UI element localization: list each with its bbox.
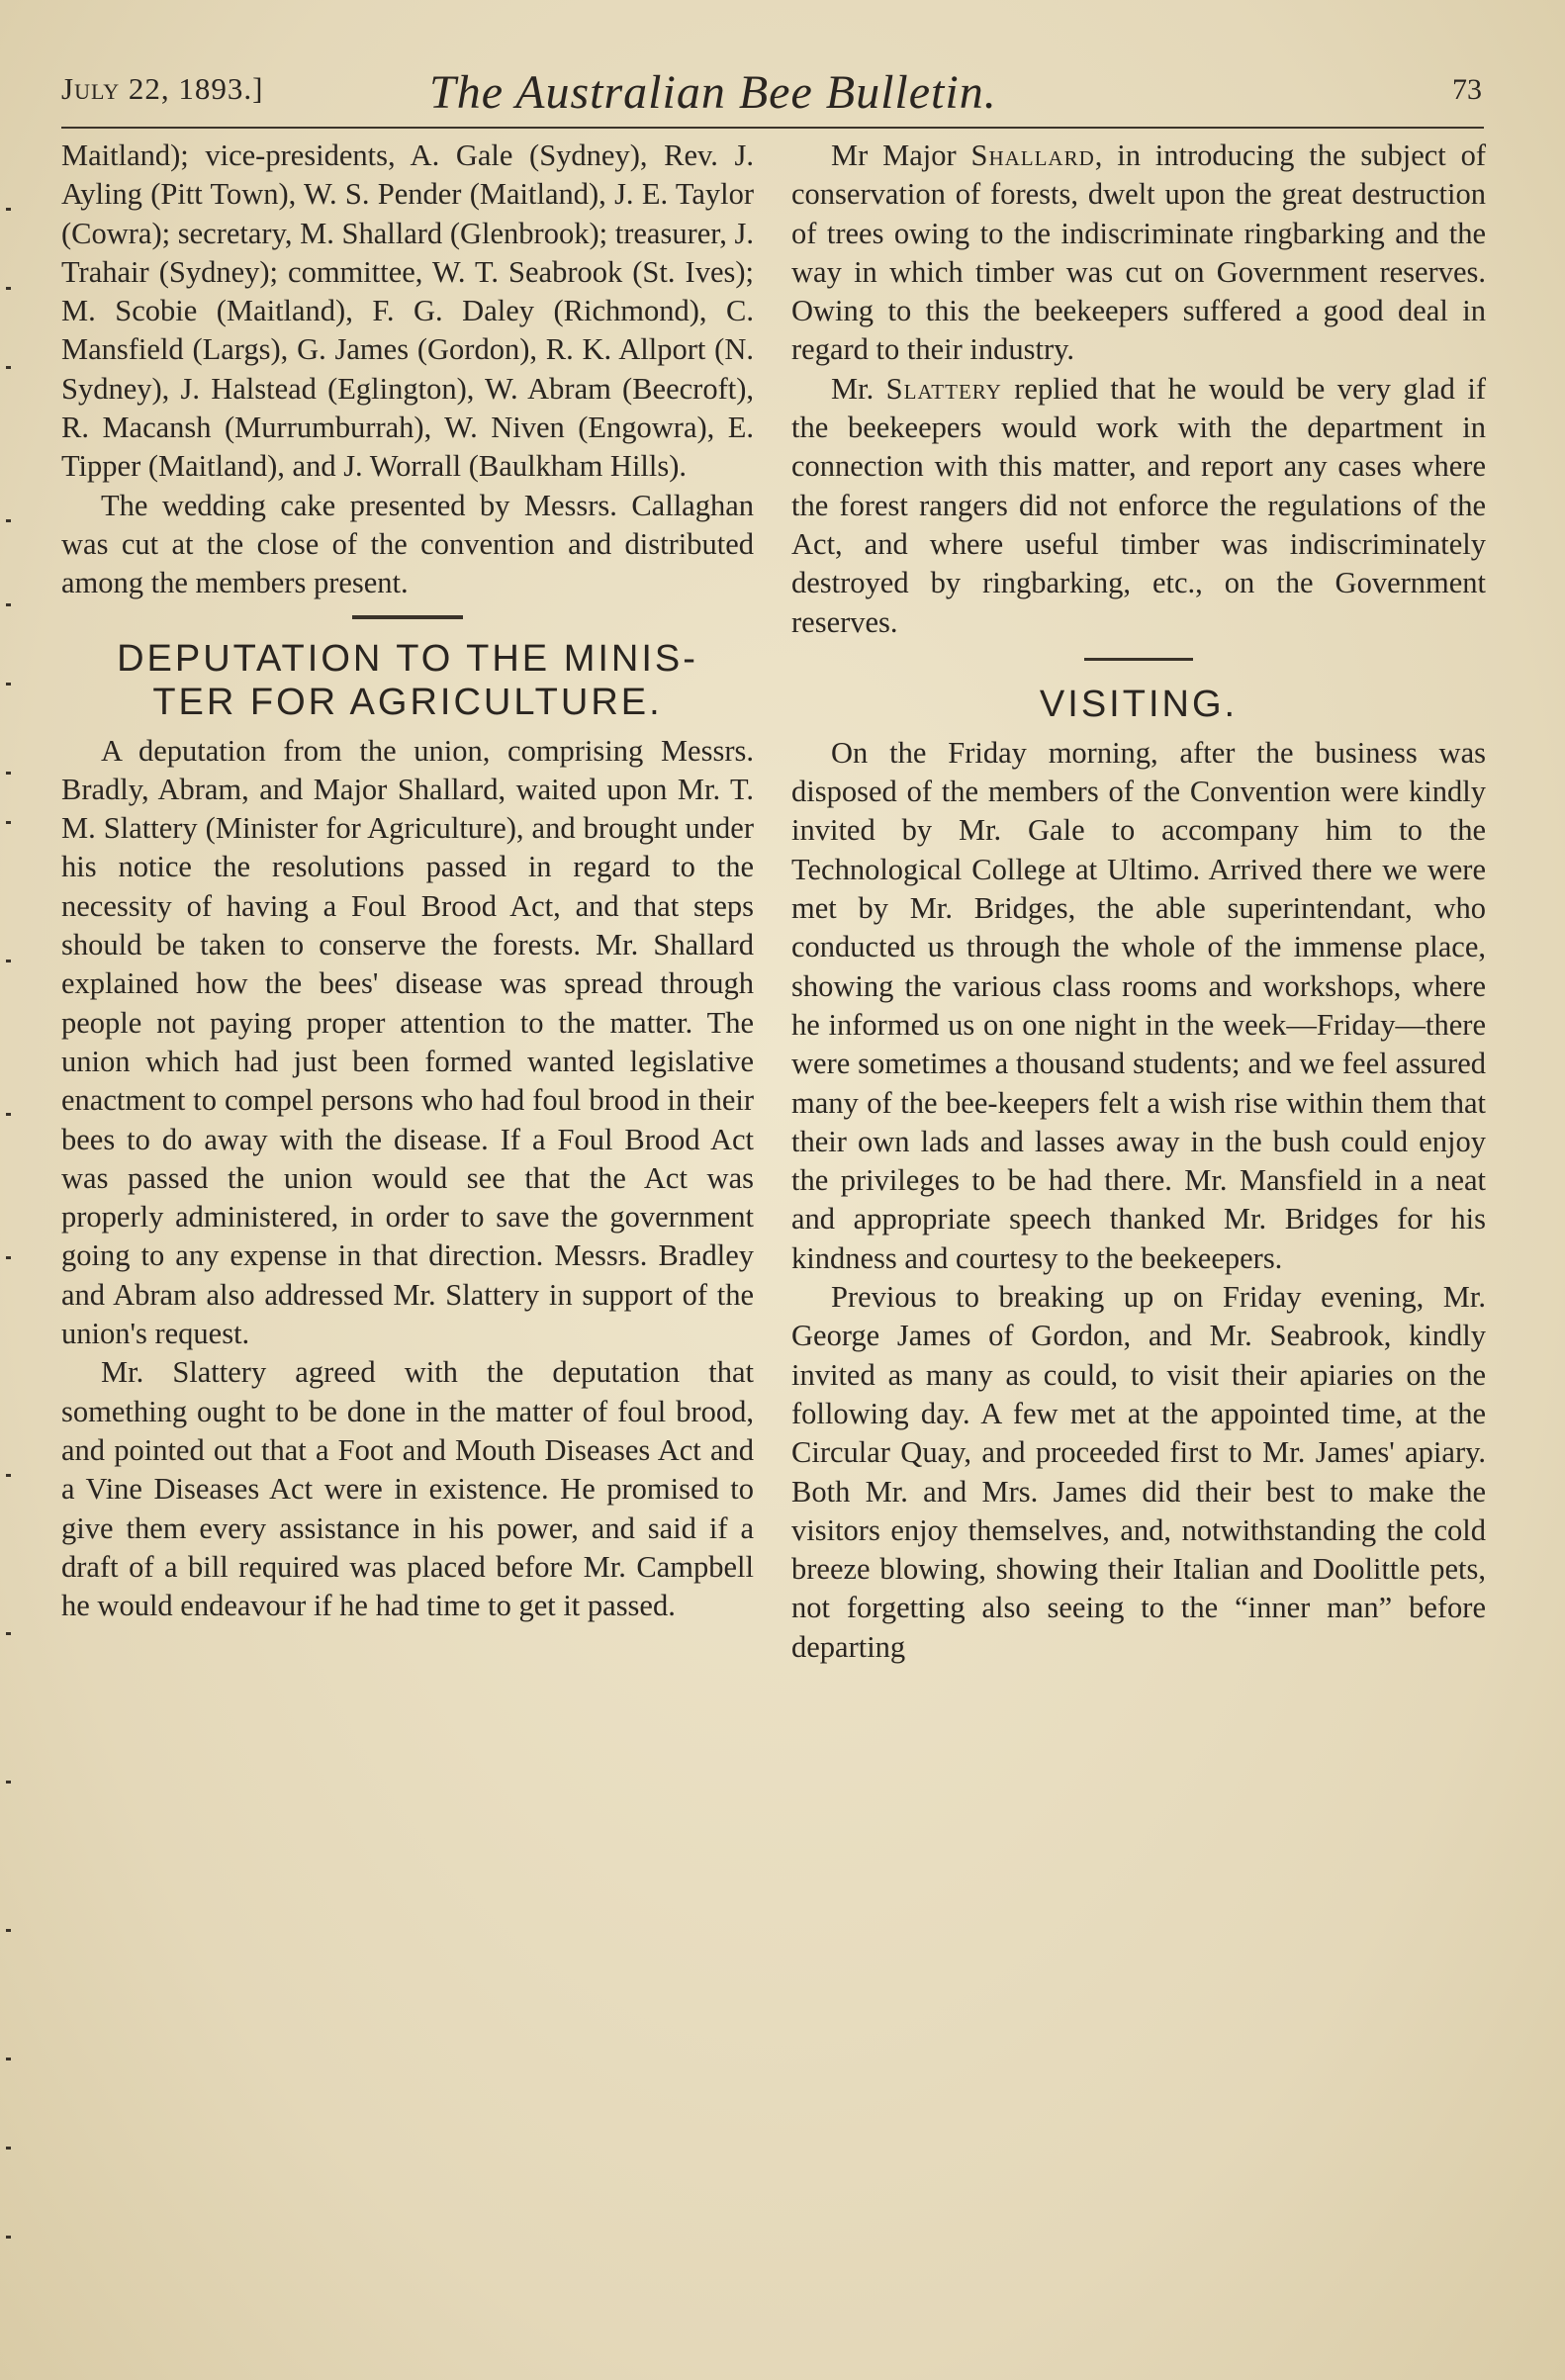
issue-date: July 22, 1893.]	[61, 71, 264, 106]
page-number: 73	[1452, 73, 1482, 106]
slattery-reply-paragraph	[791, 370, 1486, 642]
office-bearers-paragraph: Maitland); vice-presidents, A. Gale (Sydney), Rev. J. Ayling (Pitt Town), W. S. Pender (Maitland), J. E. Taylor (Cowra); secretary, M. Shallard (Glenbrook); treasurer, J. Trahair (Sydney); committee, W. T. Seabrook (St. Ives); M. Scobie (Maitland), F. G. Daley (Richmond), C. Mansfield (Largs), G. James (Gordon), R. K. Allport (N. Sydney), J. Halstead (Eglington), W. Abram (Beecroft), R. Macansh (Murrumburrah), W. Niven (Engowra), E. Tipper (Maitland), and J. Worrall (Baulkham Hills).	[61, 138, 754, 484]
visiting-heading: VISITING.	[1039, 683, 1239, 725]
section-divider	[1084, 658, 1193, 661]
deputation-heading	[61, 637, 754, 724]
publication-title: The Australian Bee Bulletin.	[429, 66, 997, 119]
deputation-heading-line-1: DEPUTATION TO THE MINIS-	[117, 637, 698, 680]
shallard-name: Shallard	[970, 138, 1095, 172]
deputation-paragraph: A deputation from the union, comprising Messrs. Bradly, Abram, and Major Shallard, waited upon Mr. T. M. Slattery (Minister for Agriculture), and brought under his notice the resolutions passed in regard to the necessity of having a Foul Brood Act, and that steps should be taken to conserve the forests. Mr. Shallard explained how the bees' disease was spread through people not paying proper attention to the matter. The union which had just been formed wanted legislative enactment to compel persons who had foul brood in their bees to do away with the disease. If a Foul Brood Act was passed the union would see that the Act was properly administered, in order to save the government going to any expense in that direction. Messrs. Bradley and Abram also addressed Mr. Slattery in support of the union's request.	[61, 733, 754, 1351]
section-divider	[352, 615, 463, 619]
slattery-response-paragraph: Mr. Slattery agreed with the deputation that something ought to be done in the matter of foul brood, and pointed out that a Foot and Mouth Diseases Act and a Vine Diseases Act were in existence. He promised to give them every assistance in his power, and said if a draft of a bill required was placed before Mr. Campbell he would endeavour if he had time to get it passed.	[61, 1355, 754, 1623]
shallard-forests-paragraph	[791, 137, 1486, 370]
shallard-prefix: Mr Major	[831, 138, 971, 172]
slattery-text: replied that he would be very glad if the beekeepers would work with the department in connection with this matter, and report any cases where the forest rangers did not enforce the regulations of the Act, and where useful timber was indiscriminately destroyed by ringbarking, etc., on the Government reserves.	[791, 371, 1486, 639]
page-edge-marks	[0, 0, 30, 2380]
left-column	[61, 137, 754, 1625]
slattery-name: Slattery	[885, 371, 1002, 406]
shallard-text: , in introducing the subject of conservation of forests, dwelt upon the great destruction of trees owing to the indiscriminate ringbarking and the way in which timber was cut on Government reserves. Owing to this the beekeepers suffered a good deal in regard to their industry.	[791, 138, 1486, 367]
wedding-cake-paragraph: The wedding cake presented by Messrs. Callaghan was cut at the close of the convention and distributed among the members present.	[61, 488, 754, 600]
deputation-heading-line-2: TER FOR AGRICULTURE.	[152, 681, 663, 723]
apiary-visit-paragraph: Previous to breaking up on Friday evening, Mr. George James of Gordon, and Mr. Seabrook, kindly invited as many as could, to visit their apiaries on the following day. A few met at the appointed time, at the Circular Quay, and proceeded first to Mr. James' apiary. Both Mr. and Mrs. James did their best to make the visitors enjoy themselves, and, notwithstanding the cold breeze blowing, showing their Italian and Doolittle pets, not forgetting also seeing to the “inner man” before departing	[791, 1280, 1486, 1664]
technological-college-paragraph: On the Friday morning, after the business was disposed of the members of the Convention were kindly invited by Mr. Gale to accompany him to the Technological College at Ultimo. Arrived there we were met by Mr. Bridges, the able superintendant, who conducted us through the whole of the immense place, showing the various class rooms and workshops, where he informed us on one night in the week—Friday—there were sometimes a thousand students; and we feel assured many of the bee-keepers felt a wish rise within them that their own lads and lasses away in the bush could enjoy the privileges to be had there. Mr. Mansfield in a neat and appropriate speech thanked Mr. Bridges for his kindness and courtesy to the beekeepers.	[791, 735, 1486, 1275]
running-head	[61, 65, 1484, 129]
right-column	[791, 137, 1486, 1667]
slattery-prefix: Mr.	[831, 371, 886, 406]
